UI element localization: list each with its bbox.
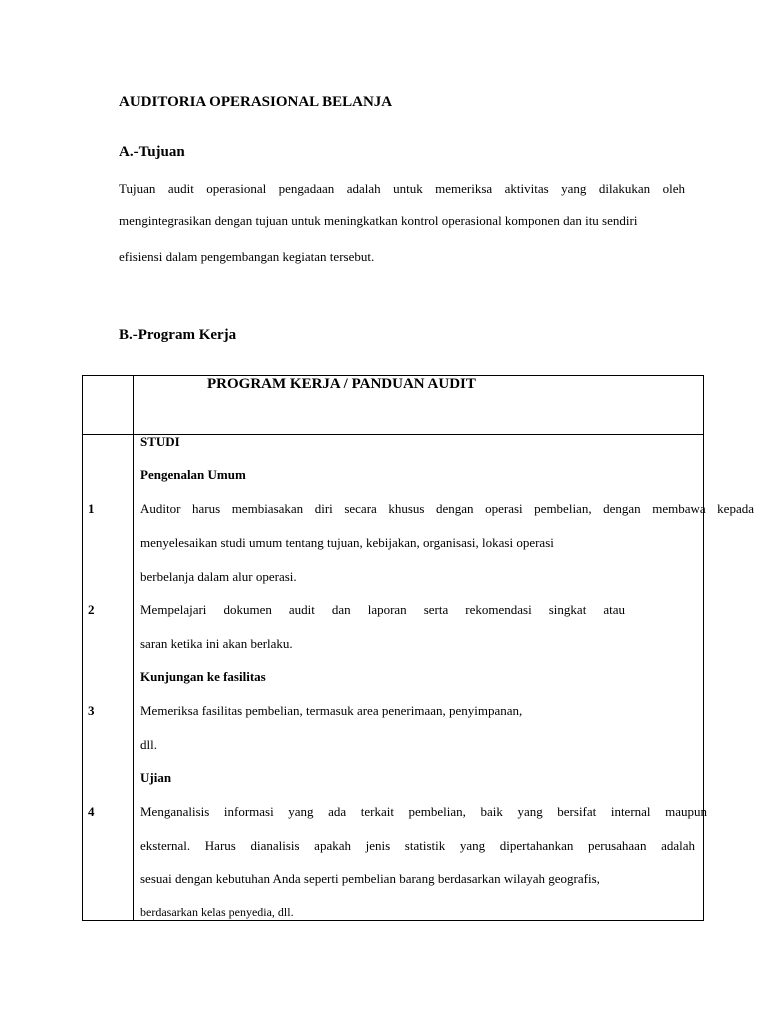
row-number-2: 2 bbox=[88, 602, 95, 617]
cell-line-11: berdasarkan kelas penyedia, dll. bbox=[140, 905, 294, 919]
section-a-line-3: efisiensi dalam pengembangan kegiatan tersebut. bbox=[119, 249, 375, 264]
cell-line-9: eksternal. Harus dianalisis apakah jenis statistik yang dipertahankan perusahaan adalah bbox=[140, 838, 695, 853]
cell-line-7: dll. bbox=[140, 737, 157, 752]
table-column-divider bbox=[133, 375, 134, 921]
cell-line-6: Memeriksa fasilitas pembelian, termasuk area penerimaan, penyimpanan, bbox=[140, 703, 523, 718]
cell-heading-kunjungan: Kunjungan ke fasilitas bbox=[140, 669, 266, 684]
section-b-heading: B.-Program Kerja bbox=[119, 327, 237, 343]
row-number-1: 1 bbox=[88, 501, 95, 516]
cell-line-10: sesuai dengan kebutuhan Anda seperti pembelian barang berdasarkan wilayah geografis, bbox=[140, 871, 600, 886]
section-a-line-1: Tujuan audit operasional pengadaan adalah untuk memeriksa aktivitas yang dilakukan oleh bbox=[119, 181, 685, 196]
document-title: AUDITORIA OPERASIONAL BELANJA bbox=[119, 94, 393, 110]
cell-line-5: saran ketika ini akan berlaku. bbox=[140, 636, 293, 651]
cell-line-4: Mempelajari dokumen audit dan laporan serta rekomendasi singkat atau bbox=[140, 602, 625, 617]
cell-line-2: menyelesaikan studi umum tentang tujuan, kebijakan, organisasi, lokasi operasi bbox=[140, 535, 554, 550]
cell-heading-pengenalan: Pengenalan Umum bbox=[140, 467, 246, 482]
cell-heading-ujian: Ujian bbox=[140, 770, 172, 785]
cell-heading-studi: STUDI bbox=[140, 434, 180, 449]
section-a-heading: A.-Tujuan bbox=[119, 144, 185, 160]
cell-line-3: berbelanja dalam alur operasi. bbox=[140, 569, 297, 584]
cell-line-1: Auditor harus membiasakan diri secara khusus dengan operasi pembelian, dengan membawa kepada bbox=[140, 501, 754, 516]
table-header: PROGRAM KERJA / PANDUAN AUDIT bbox=[207, 376, 476, 392]
row-number-3: 3 bbox=[88, 703, 95, 718]
section-a-line-2: mengintegrasikan dengan tujuan untuk meningkatkan kontrol operasional komponen dan itu sendiri bbox=[119, 213, 638, 228]
row-number-4: 4 bbox=[88, 804, 95, 819]
cell-line-8: Menganalisis informasi yang ada terkait pembelian, baik yang bersifat internal maupun bbox=[140, 804, 707, 819]
